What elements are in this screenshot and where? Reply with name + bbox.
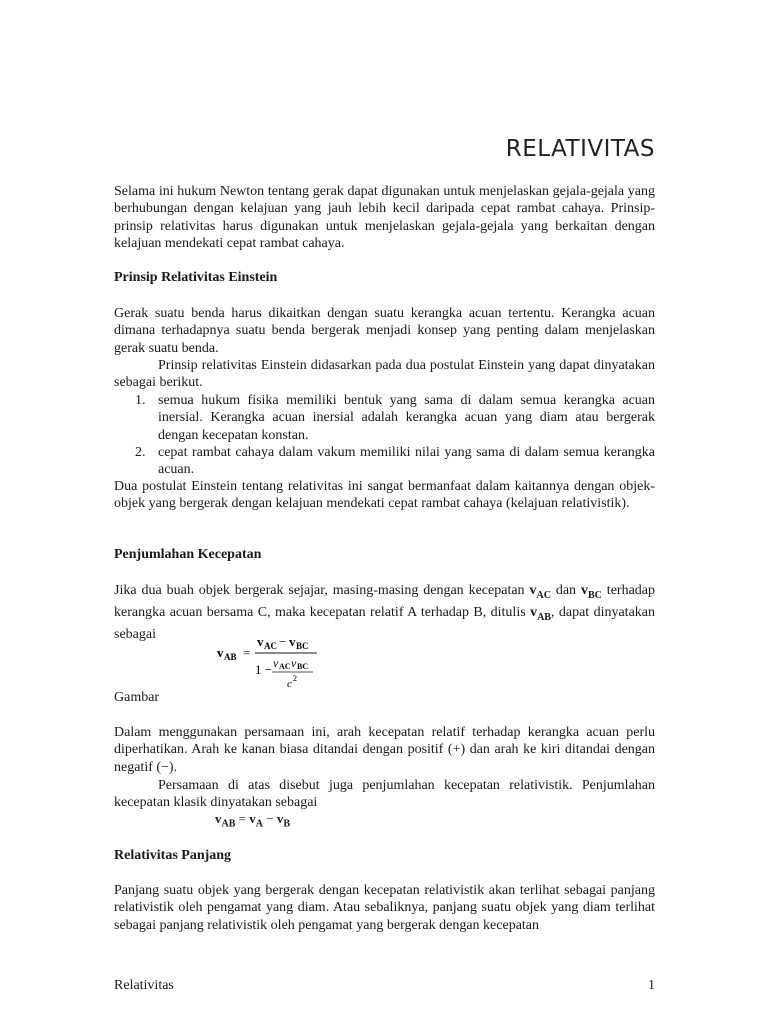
list-item bbox=[114, 444, 655, 479]
svg-text:v: v bbox=[257, 634, 264, 649]
svg-text:AC: AC bbox=[264, 641, 277, 651]
footer-title: Relativitas bbox=[114, 978, 174, 993]
list-number: 2. bbox=[135, 444, 146, 460]
svg-text:−: − bbox=[279, 634, 287, 649]
section-heading-prinsip: Prinsip Relativitas Einstein bbox=[114, 270, 278, 285]
section-heading-panjang: Relativitas Panjang bbox=[114, 848, 232, 863]
list-item bbox=[114, 392, 655, 444]
list-number: 1. bbox=[135, 393, 146, 408]
svg-text:v: v bbox=[291, 656, 297, 670]
section3-paragraph-1: Panjang suatu objek yang bergerak dengan kecepatan relativistik akan terlihat sebagai panjang relativistik oleh pengamat yang diam. Atau sebaliknya, panjang suatu objek yang diam terlihat sebagai panjang relativistik oleh pengamat yang bergerak dengan kecepatan bbox=[114, 883, 655, 933]
svg-text:BC: BC bbox=[296, 641, 309, 651]
list-text: semua hukum fisika memiliki bentuk yang sama di dalam semua kerangka acuan inersial. Kerangka acuan inersial adalah kerangka acuan yang diam atau bergerak dengan kecepatan konstan. bbox=[158, 393, 655, 443]
svg-text:v: v bbox=[289, 634, 296, 649]
svg-text:=: = bbox=[243, 645, 251, 660]
section1-paragraph-3: Dua postulat Einstein tentang relativitas ini sangat bermanfaat dalam kaitannya dengan objek-objek yang bergerak dengan kelajuan mendekati cepat rambat cahaya (kelajuan relativistik). bbox=[114, 479, 655, 512]
svg-text:2: 2 bbox=[293, 674, 297, 683]
figure-placeholder-label: Gambar bbox=[114, 690, 160, 705]
formula-graphic bbox=[215, 632, 325, 690]
svg-text:AB: AB bbox=[224, 652, 237, 662]
section2-paragraph-2: Dalam menggunakan persamaan ini, arah kecepatan relatif terhadap kerangka acuan perlu diperhatikan. Arah ke kanan biasa ditandai dengan positif (+) dan arah ke kiri ditandai dengan negatif (−). bbox=[114, 725, 655, 775]
section1-paragraph-2: Prinsip relativitas Einstein didasarkan pada dua postulat Einstein yang dapat dinyatakan sebagai berikut. bbox=[114, 358, 655, 391]
page-number: 1 bbox=[648, 978, 655, 993]
svg-text:1 −: 1 − bbox=[255, 662, 273, 677]
classic-velocity-formula: $v_{AB} = v_A - v_B$ bbox=[215, 811, 290, 830]
section1-paragraph-1: Gerak suatu benda harus dikaitkan dengan suatu kerangka acuan tertentu. Kerangka acuan dimana terhadapnya suatu benda bergerak menjadi konsep yang penting dalam menjelaskan gerak suatu benda. bbox=[114, 306, 655, 356]
postulate-list bbox=[114, 392, 655, 478]
section-heading-penjumlahan: Penjumlahan Kecepatan bbox=[114, 547, 262, 562]
section2-paragraph-3: Persamaan di atas disebut juga penjumlahan kecepatan relativistik. Penjumlahan kecepatan klasik dinyatakan sebagai bbox=[114, 778, 655, 811]
section2-paragraph-1: Jika dua buah objek bergerak sejajar, masing-masing dengan kecepatan $v_{AC}$ dan $v_{BC}$ terhadap kerangka acuan bersama C, maka kecepatan relatif A terhadap B, ditulis $v_{AB}$, dapat dinyatakan sebagai bbox=[114, 583, 656, 643]
page-title: RELATIVITAS bbox=[505, 136, 655, 162]
list-text: cepat rambat cahaya dalam vakum memiliki nilai yang sama di dalam semua kerangka acuan. bbox=[158, 444, 655, 478]
intro-paragraph: Selama ini hukum Newton tentang gerak dapat digunakan untuk menjelaskan gejala-gejala yang berhubungan dengan kelajuan yang jauh lebih kecil daripada cepat rambat cahaya. Prinsip-prinsip relativitas harus digunakan untuk menjelaskan gejala-gejala yang berkaitan dengan kelajuan mendekati cepat rambat cahaya. bbox=[114, 184, 655, 251]
svg-text:AC: AC bbox=[279, 662, 291, 671]
svg-text:c: c bbox=[287, 678, 292, 690]
svg-text:v: v bbox=[273, 656, 279, 670]
svg-text:v: v bbox=[217, 645, 224, 660]
svg-text:BC: BC bbox=[297, 662, 309, 671]
velocity-addition-formula bbox=[215, 632, 325, 688]
